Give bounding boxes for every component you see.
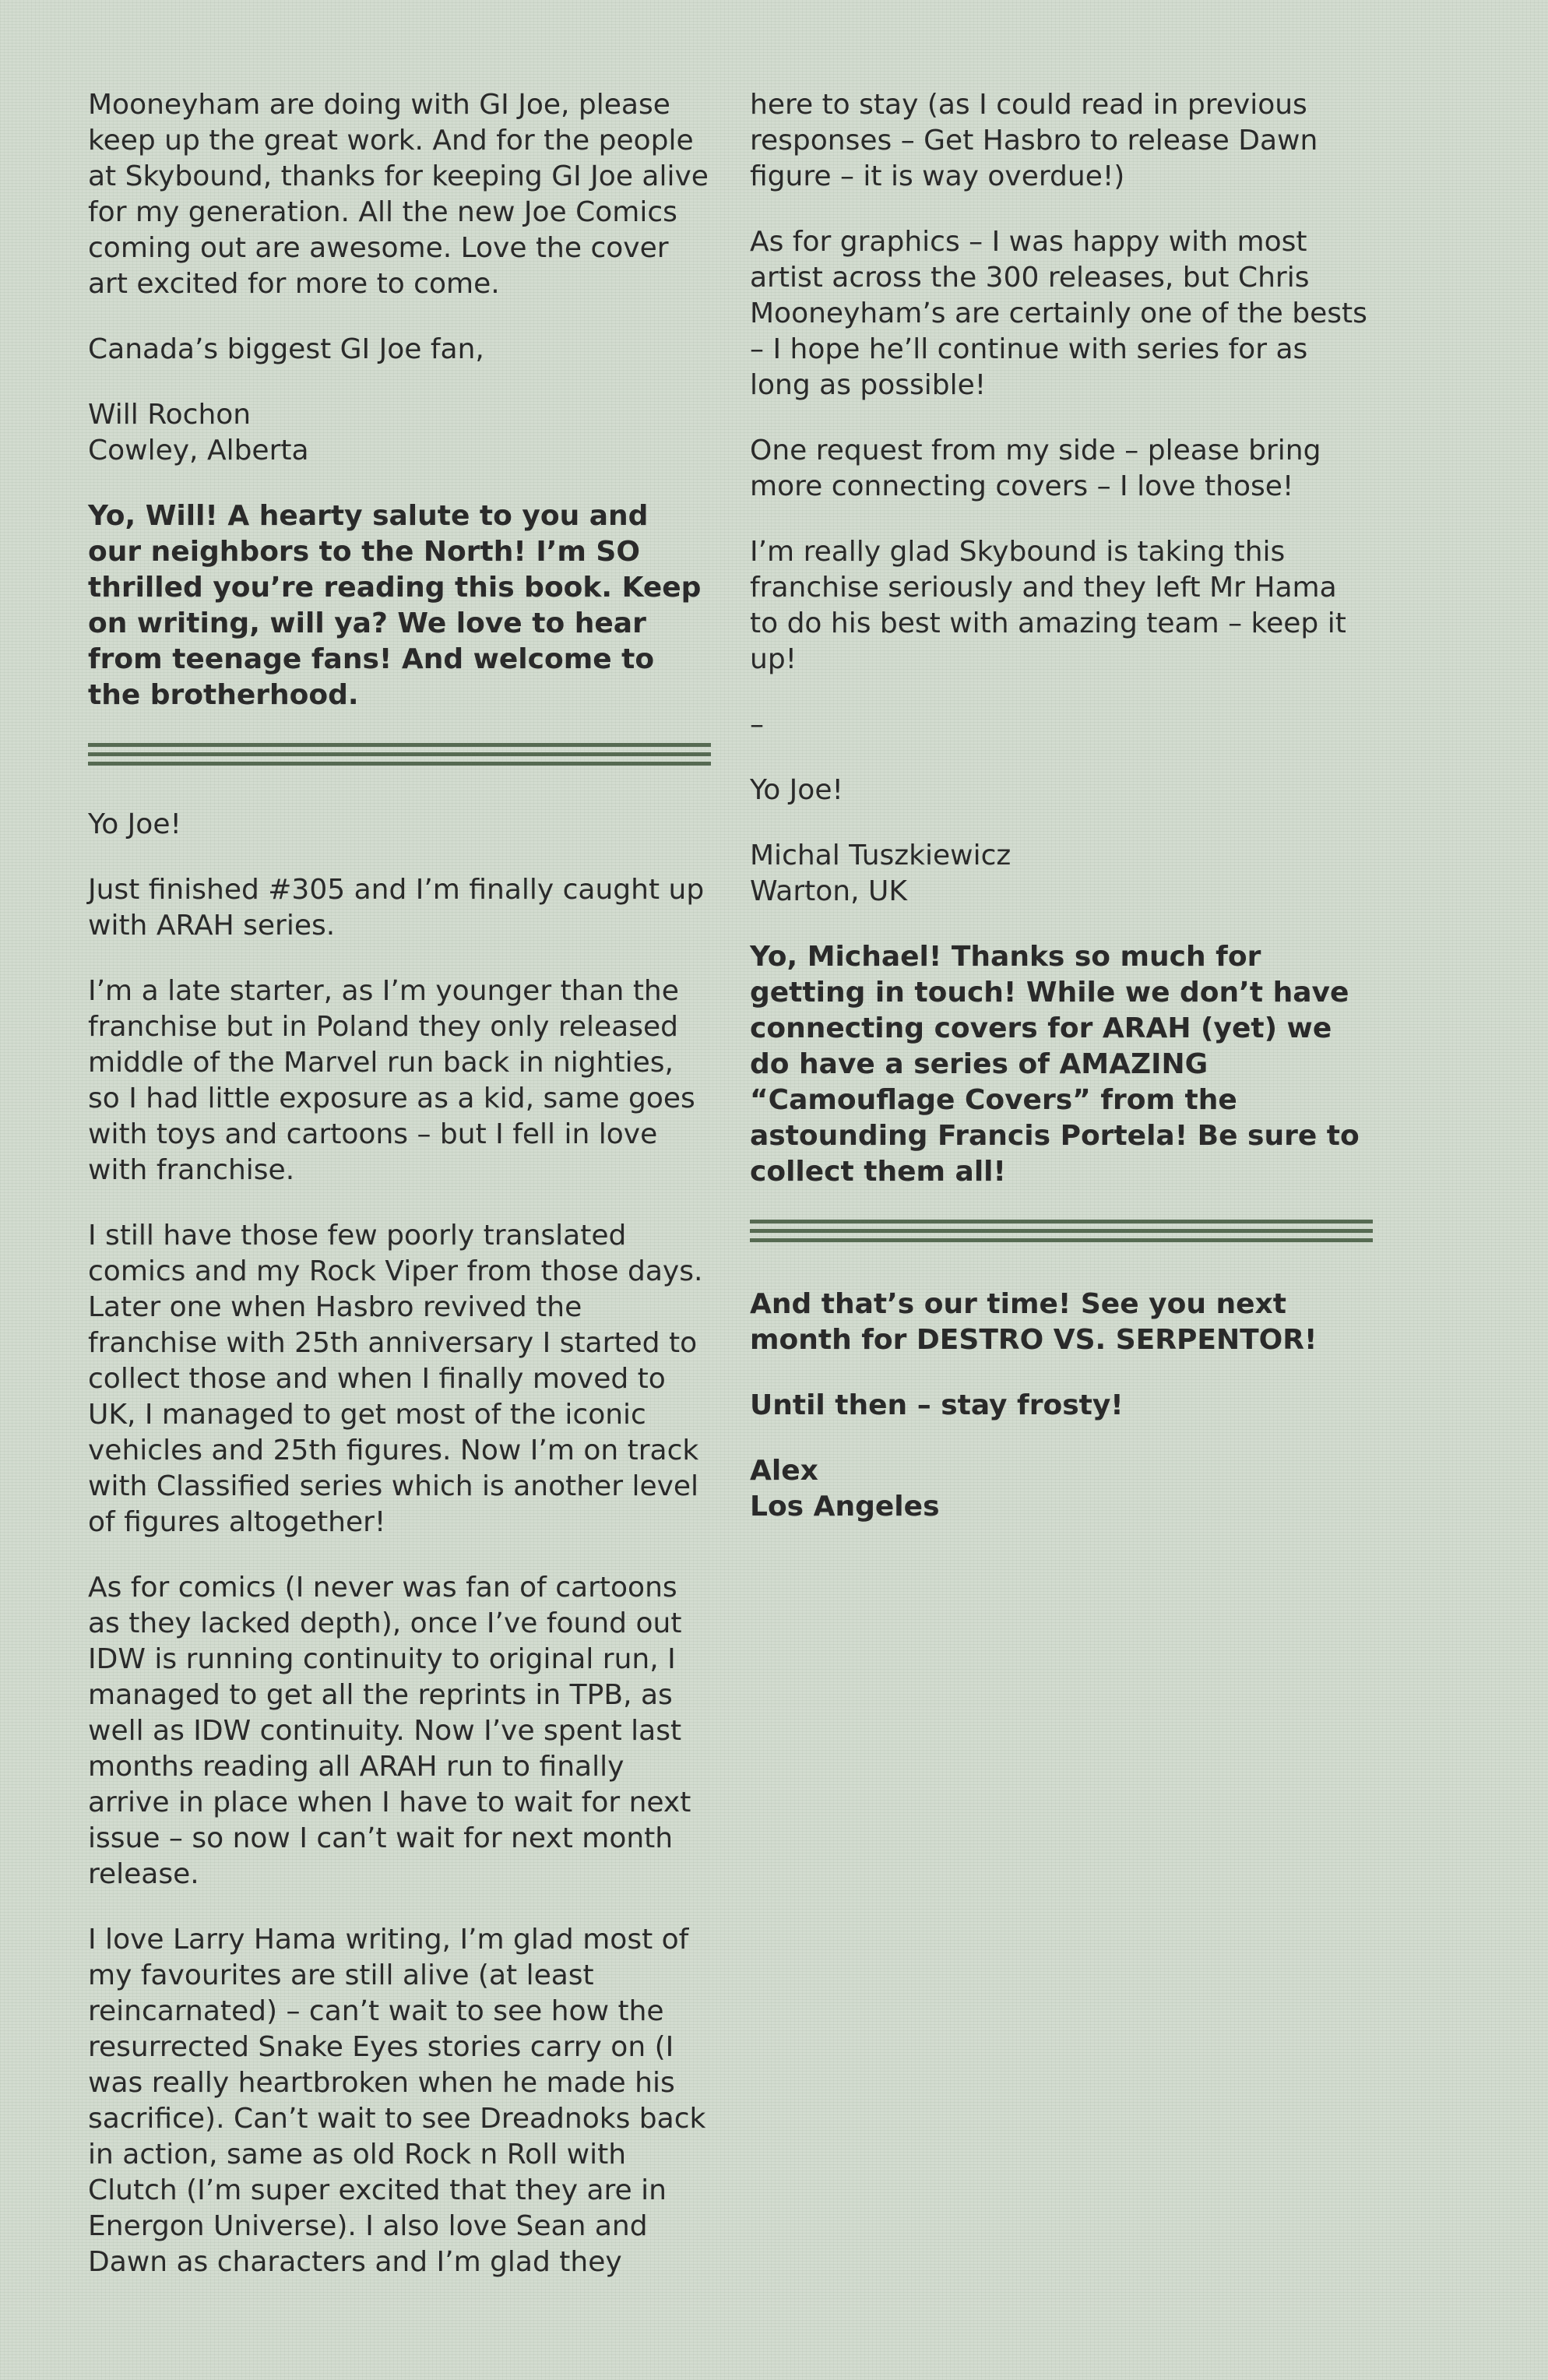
- letter-2-paragraph: I love Larry Hama writing, I’m glad most of my favourites are still alive (at least reincarnated) – can’t wait to see how the resurrected Snake Eyes stories carry on (I was really heartbroken when he made his sacrifice). Can’t wait to see Dreadnoks back in action, same as old Rock n Roll with Clutch (I’m super excited that they are in Energon Universe). I also love Sean and Dawn as characters and I’m glad they: [88, 1924, 706, 2278]
- editor-location: Los Angeles: [750, 1491, 940, 1523]
- editor-signature: [750, 1453, 1373, 1525]
- letter-2-signature: [750, 838, 1373, 910]
- letter-2-paragraph: I’m a late starter, as I’m younger than the franchise but in Poland they only released middle of the Marvel run back in nighties, so I had little exposure as a kid, same goes with toys and cartoons – but I fell in love with franchise.: [88, 975, 695, 1186]
- outro-paragraph: And that’s our time! See you next month for DESTRO VS. SERPENTOR!: [750, 1288, 1318, 1356]
- letter-2-author-name: Michal Tuszkiewicz: [750, 840, 1011, 871]
- letter-1-author-name: Will Rochon: [88, 399, 252, 431]
- outro-signoff: Until then – stay frosty!: [750, 1389, 1124, 1421]
- editor-name: Alex: [750, 1455, 818, 1487]
- letter-2-author-location: Warton, UK: [750, 875, 907, 907]
- letter-1-paragraph: Mooneyham are doing with GI Joe, please keep up the great work. And for the people at Skybound, thanks for keeping GI Joe alive for my generation. All the new Joe Comics coming out are awesome. Love the cover art excited for more to come.: [88, 89, 709, 300]
- section-divider: [750, 1220, 1373, 1243]
- letter-2-paragraph: I’m really glad Skybound is taking this franchise seriously and they left Mr Hama to do his best with amazing team – keep it up!: [750, 536, 1346, 675]
- letter-2-paragraph: As for comics (I never was fan of cartoons as they lacked depth), once I’ve found out IDW is running continuity to original run, I managed to get all the reprints in TPB, as well as IDW continuity. Now I’ve spent last months reading all ARAH run to finally arrive in place when I have to wait for next issue – so now I can’t wait for next month release.: [88, 1572, 691, 1890]
- letter-2-continuation: here to stay (as I could read in previous responses – Get Hasbro to release Dawn figure – it is way overdue!): [750, 89, 1318, 192]
- letter-1-signoff: Canada’s biggest GI Joe fan,: [88, 333, 484, 365]
- letter-2-paragraph: One request from my side – please bring more connecting covers – I love those!: [750, 435, 1321, 502]
- left-column: [88, 87, 711, 2310]
- letter-1-signature: [88, 397, 711, 469]
- letter-2-dash: –: [750, 709, 764, 741]
- letter-2-paragraph: As for graphics – I was happy with most artist across the 300 releases, but Chris Mooneyham’s are certainly one of the bests – I hope he’ll continue with series for as long as possible!: [750, 226, 1367, 401]
- section-divider: [88, 743, 711, 766]
- letter-2-greeting: Yo Joe!: [88, 808, 181, 840]
- letter-2-closing: Yo Joe!: [750, 774, 843, 806]
- letter-2-paragraph: Just finished #305 and I’m finally caught up with ARAH series.: [88, 874, 705, 942]
- letter-1-author-location: Cowley, Alberta: [88, 435, 309, 466]
- letter-2-paragraph: I still have those few poorly translated comics and my Rock Viper from those days. Later one when Hasbro revived the franchise with 25th anniversary I started to collect those and when I finally moved to UK, I managed to get most of the iconic vehicles and 25th figures. Now I’m on track with Classified series which is another level of figures altogether!: [88, 1220, 703, 1538]
- editor-reply-1: Yo, Will! A hearty salute to you and our neighbors to the North! I’m SO thrilled you’re reading this book. Keep on writing, will ya? We love to hear from teenage fans! And welcome to the brotherhood.: [88, 500, 702, 711]
- editor-reply-2: Yo, Michael! Thanks so much for getting in touch! While we don’t have connecting covers for ARAH (yet) we do have a series of AMAZING “Camouflage Covers” from the astounding Francis Portela! Be sure to collect them all!: [750, 941, 1360, 1188]
- right-column: [750, 87, 1373, 1554]
